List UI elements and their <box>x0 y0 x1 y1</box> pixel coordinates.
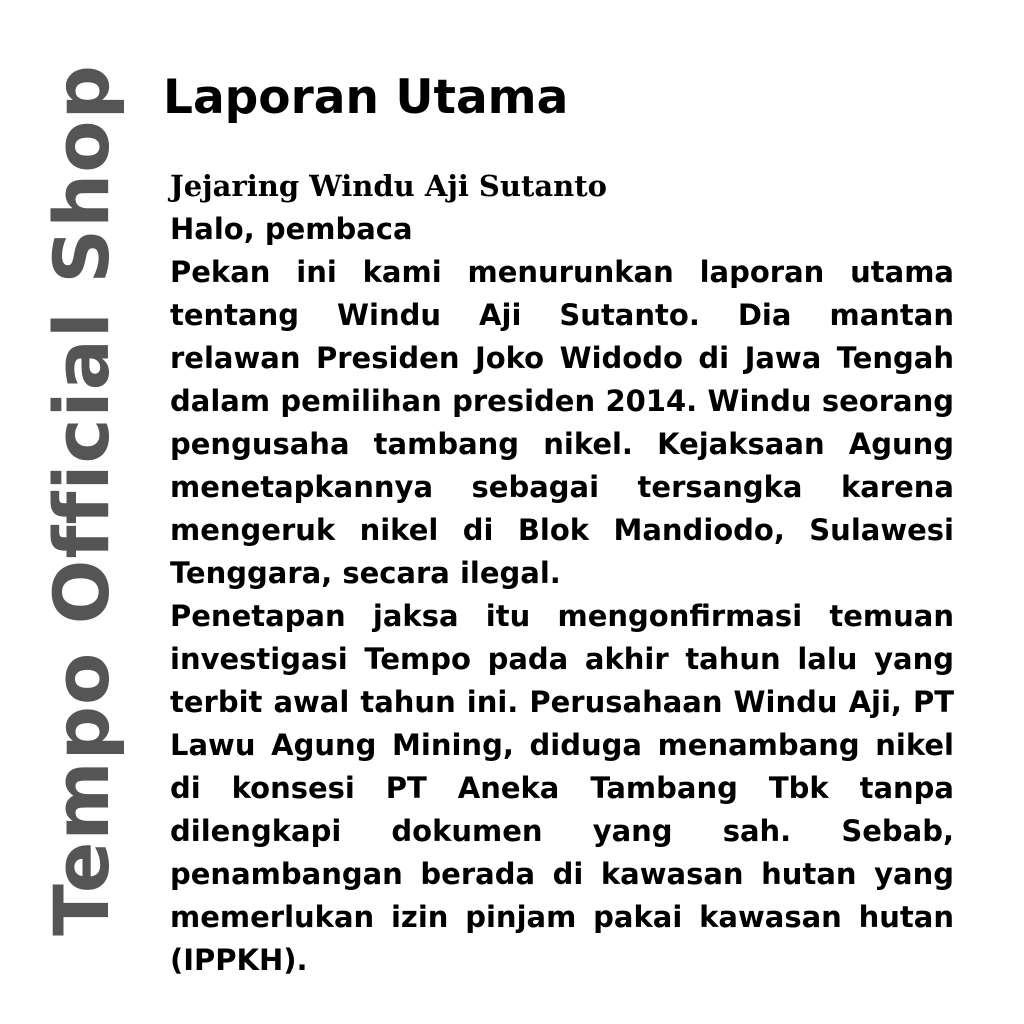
article-paragraph-2: Penetapan jaksa itu mengonfirmasi temuan investigasi Tempo pada akhir tahun lalu yang terbit awal tahun ini. Perusahaan Windu Aji, PT Lawu Agung Mining, diduga menambang nikel di konsesi PT Aneka Tambang Tbk tanpa dilengkapi dokumen yang sah. Sebab, penambangan berada di kawasan hutan yang memerlukan izin pinjam pakai kawasan hutan (IPPKH). <box>170 599 954 977</box>
article-greeting: Halo, pembaca <box>170 212 413 246</box>
section-title: Laporan Utama <box>163 70 569 125</box>
article-headline: Jejaring Windu Aji Sutanto <box>170 169 607 203</box>
brand-watermark-text: Tempo Official Shop <box>37 64 126 936</box>
article-body <box>170 165 954 982</box>
article-paragraph-1: Pekan ini kami menurunkan laporan utama tentang Windu Aji Sutanto. Dia mantan relawan Presiden Joko Widodo di Jawa Tengah dalam pemilihan presiden 2014. Windu seorang pengusaha tambang nikel. Kejaksaan Agung menetapkannya sebagai tersangka karena mengeruk nikel di Blok Mandiodo, Sulawesi Tenggara, secara ilegal. <box>170 255 954 590</box>
